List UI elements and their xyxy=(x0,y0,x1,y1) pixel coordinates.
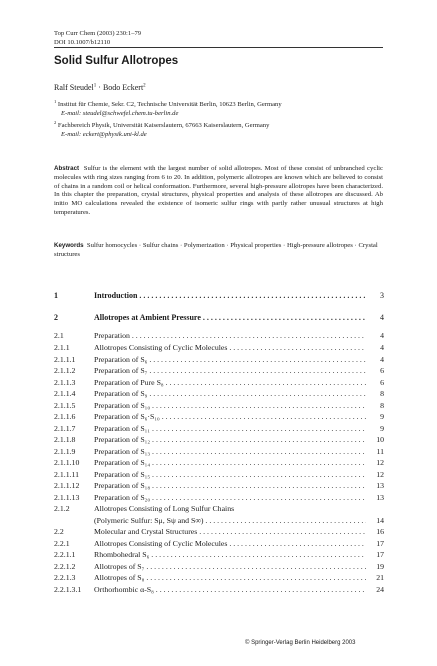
toc-entry[interactable] xyxy=(54,343,384,353)
toc-entry[interactable] xyxy=(54,550,384,560)
toc-page-number: 12 xyxy=(376,470,384,479)
toc-entry[interactable] xyxy=(54,516,384,526)
toc-entry[interactable] xyxy=(54,366,384,376)
toc-entry[interactable] xyxy=(54,573,384,583)
toc-section-number: 2.1.1.3 xyxy=(54,378,76,387)
toc-section-number: 2.2.1.3.1 xyxy=(54,585,82,594)
keywords-text: Sulfur homocycles · Sulfur chains · Polymerization · Physical properties · High-pressure allotropes · Crystal structures xyxy=(54,242,378,258)
toc-section-title: Introduction . . . xyxy=(94,291,366,301)
toc-section-number: 2.1.1.6 xyxy=(54,412,76,421)
toc-page-number: 10 xyxy=(376,435,384,444)
keywords-label: Keywords xyxy=(54,242,84,249)
toc-section-title: Preparation of S₁₂ . . . xyxy=(94,435,366,445)
toc-entry[interactable] xyxy=(54,435,384,445)
affiliation-email: E-mail: eckert@physik.uni-kl.de xyxy=(61,130,147,138)
toc-section-title: Preparation of S₁₀ . . . xyxy=(94,401,366,411)
toc-entry[interactable] xyxy=(54,401,384,411)
toc-section-number: 2.2.1 xyxy=(54,539,70,548)
toc-entry[interactable] xyxy=(54,458,384,468)
header-rule xyxy=(54,47,383,48)
toc-section-number: 2.2.1.1 xyxy=(54,550,76,559)
affiliation-address: Institut für Chemie, Sekr. C2, Technische Universität Berlin, 10623 Berlin, Germany xyxy=(57,101,282,109)
affiliation-email: E-mail: steudel@schwefel.chem.tu-berlin.de xyxy=(61,109,179,117)
toc-entry[interactable] xyxy=(54,331,384,341)
author-name: Bodo Eckert xyxy=(102,83,144,92)
toc-entry[interactable] xyxy=(54,424,384,434)
toc-section-title: Preparation of Pure S₈ . . . xyxy=(94,378,366,388)
toc-entry[interactable] xyxy=(54,562,384,572)
abstract-label: Abstract xyxy=(54,165,80,172)
toc-section-number: 2.1.1.2 xyxy=(54,366,76,375)
toc-page-number: 6 xyxy=(380,378,384,387)
abstract-text: Sulfur is the element with the largest number of solid allotropes. Most of these consist of unbranched cyclic molecules with ring sizes ranging from 6 to 20. In addition, polymeric allotropes are known which are believed to consist of chains in a random coil or helical conformation. Furthermore, several high-pressure allotropes have been characterized. In this chapter the preparation, crystal structures, physical properties and analysis of these allotropes are discussed. Ab initio MO calculations revealed the existence of isomeric sulfur rings with partly rather unusual structures at high temperatures. xyxy=(54,165,383,216)
toc-section-title: Preparation of S₂₀ . . . xyxy=(94,493,366,503)
toc-entry[interactable] xyxy=(54,389,384,399)
article-title: Solid Sulfur Allotropes xyxy=(54,55,179,67)
toc-section-number: 2.1.2 xyxy=(54,504,70,513)
toc-section-title: Allotropes Consisting of Cyclic Molecules . . . xyxy=(94,343,366,353)
toc-page-number: 4 xyxy=(380,343,384,352)
toc-entry[interactable] xyxy=(54,412,384,422)
toc-section-title: Preparation of S₆·S₁₀ . . . xyxy=(94,412,366,422)
toc-section-title: Preparation of S₁₅ . . . xyxy=(94,470,366,480)
author-affiliation-mark: 2 xyxy=(143,83,146,89)
author-name: Ralf Steudel xyxy=(54,83,94,92)
toc-section-title: Preparation of S₇ . . . xyxy=(94,366,366,376)
toc-section-title: Preparation of S₁₁ . . . xyxy=(94,424,366,434)
toc-section-number: 2.1.1.8 xyxy=(54,435,76,444)
keywords xyxy=(54,242,383,260)
toc-page-number: 11 xyxy=(376,447,384,456)
affiliation xyxy=(54,119,384,139)
toc-section-title: Preparation of S₉ . . . xyxy=(94,389,366,399)
toc-section-number: 2.2 xyxy=(54,527,64,536)
toc-section-title: Orthorhombic α-S₈ . . . xyxy=(94,585,366,595)
copyright-notice: © Springer-Verlag Berlin Heidelberg 2003 xyxy=(245,640,356,646)
toc-page-number: 8 xyxy=(380,389,384,398)
toc-section-number: 2.1.1.11 xyxy=(54,470,80,479)
toc-page-number: 17 xyxy=(376,550,384,559)
toc-section-number: 2.1.1.13 xyxy=(54,493,80,502)
toc-section-number: 1 xyxy=(54,291,58,300)
toc-section-title: Allotropes at Ambient Pressure . . . xyxy=(94,313,366,323)
toc-page-number: 17 xyxy=(376,539,384,548)
toc-page-number: 12 xyxy=(376,458,384,467)
toc-section-title: Preparation of S₁₄ . . . xyxy=(94,458,366,468)
affiliation-number: 2 xyxy=(54,120,57,125)
toc-section-title: Preparation of S₆ . . . xyxy=(94,355,366,365)
affiliation-number: 1 xyxy=(54,99,57,104)
toc-section-title: (Polymeric Sulfur: Sμ, Sψ and S∞) . . . xyxy=(94,516,366,526)
toc-entry[interactable] xyxy=(54,291,384,301)
toc-section-number: 2 xyxy=(54,313,58,322)
toc-section-title: Molecular and Crystal Structures . . . xyxy=(94,527,366,537)
toc-entry[interactable] xyxy=(54,355,384,365)
toc-section-number: 2.1.1.10 xyxy=(54,458,80,467)
author-list xyxy=(54,83,146,92)
toc-page-number: 8 xyxy=(380,401,384,410)
toc-entry[interactable] xyxy=(54,493,384,503)
toc-page-number: 21 xyxy=(376,573,384,582)
journal-doi: DOI 10.1007/b12110 xyxy=(54,38,111,46)
toc-section-number: 2.2.1.2 xyxy=(54,562,76,571)
toc-section-title: Allotropes of S₇ . . . xyxy=(94,562,366,572)
toc-entry[interactable] xyxy=(54,313,384,323)
author-affiliation-mark: 1 xyxy=(93,83,97,89)
toc-section-title: Allotropes Consisting of Cyclic Molecules . . . xyxy=(94,539,366,549)
toc-section-title: Allotropes of S₈ . . . xyxy=(94,573,366,583)
affiliation-address: Fachbereich Physik, Universität Kaiserslautern, 67663 Kaiserslautern, Germany xyxy=(57,122,270,130)
toc-page-number: 14 xyxy=(376,516,384,525)
toc-section-title: Preparation of S₁₃ . . . xyxy=(94,447,366,457)
toc-section-title: Allotropes Consisting of Long Sulfur Chains xyxy=(94,504,235,513)
toc-section-number: 2.1 xyxy=(54,331,64,340)
toc-page-number: 9 xyxy=(380,412,384,421)
toc-entry[interactable] xyxy=(54,539,384,549)
toc-section-number: 2.1.1.4 xyxy=(54,389,76,398)
journal-citation: Top Curr Chem (2003) 230:1–79 xyxy=(54,30,142,37)
toc-page-number: 13 xyxy=(376,493,384,502)
abstract xyxy=(54,165,383,218)
toc-entry[interactable] xyxy=(54,470,384,480)
toc-entry[interactable] xyxy=(54,378,384,388)
toc-page-number: 6 xyxy=(380,366,384,375)
toc-page-number: 4 xyxy=(380,331,384,340)
toc-section-number: 2.1.1 xyxy=(54,343,70,352)
toc-section-number: 2.1.1.1 xyxy=(54,355,76,364)
toc-page-number: 13 xyxy=(376,481,384,490)
toc-page-number: 24 xyxy=(376,585,384,594)
author-separator: · xyxy=(96,83,103,92)
toc-page-number: 16 xyxy=(376,527,384,536)
toc-page-number: 4 xyxy=(380,355,384,364)
toc-section-number: 2.2.1.3 xyxy=(54,573,76,582)
toc-section-number: 2.1.1.5 xyxy=(54,401,76,410)
toc-section-title: Preparation of S₁₈ . . . xyxy=(94,481,366,491)
toc-page-number: 3 xyxy=(380,291,384,300)
toc-page-number: 19 xyxy=(376,562,384,571)
toc-section-title: Preparation . . . xyxy=(94,331,366,341)
toc-page-number: 4 xyxy=(380,313,384,322)
toc-section-number: 2.1.1.9 xyxy=(54,447,76,456)
toc-entry[interactable] xyxy=(54,481,384,491)
toc-page-number: 9 xyxy=(380,424,384,433)
affiliation xyxy=(54,98,384,118)
toc-entry[interactable] xyxy=(54,527,384,537)
toc-section-number: 2.1.1.12 xyxy=(54,481,80,490)
toc-entry[interactable] xyxy=(54,504,384,514)
toc-entry[interactable] xyxy=(54,585,384,595)
toc-section-number: 2.1.1.7 xyxy=(54,424,76,433)
toc-section-title: Rhombohedral S₆ . . . xyxy=(94,550,366,560)
journal-reference xyxy=(54,30,141,47)
toc-entry[interactable] xyxy=(54,447,384,457)
